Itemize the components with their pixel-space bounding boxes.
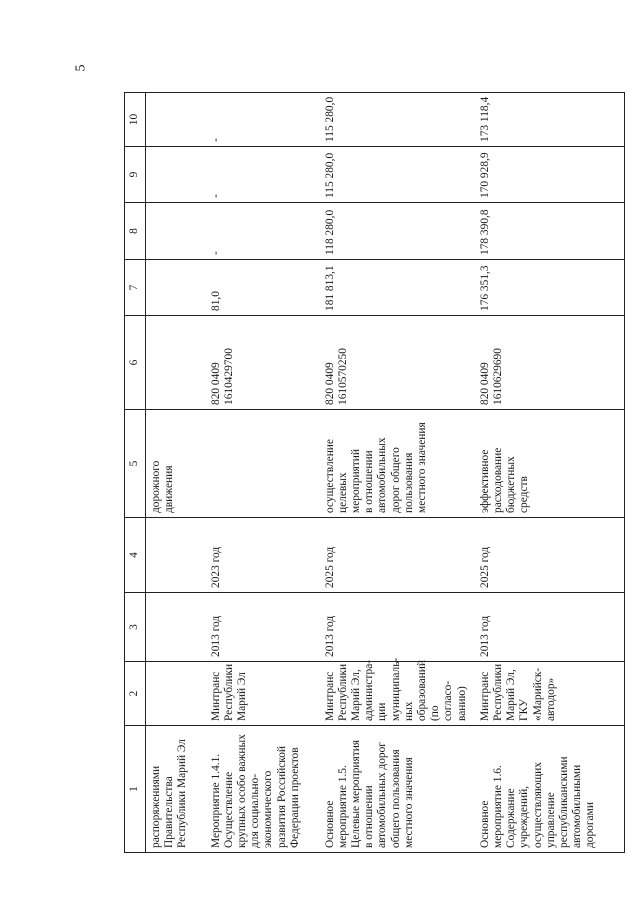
cell-text-line: муниципаль- xyxy=(389,657,402,721)
cell-text-line: в отношении xyxy=(363,450,376,513)
cell-text-line: распоряжениями xyxy=(150,765,162,848)
table-row xyxy=(146,93,206,853)
cell-text-line: 1610629690 xyxy=(491,348,504,405)
start-year-cell: 2013 год xyxy=(475,593,625,662)
cell-text-line: дорогами xyxy=(584,802,597,848)
cell-text-line: администра- xyxy=(363,659,376,721)
measure-name-cell xyxy=(475,726,625,853)
cell-text-line: Марий Эл, xyxy=(505,669,518,721)
cell-text-line: расходование xyxy=(491,447,504,513)
start-year-cell: 2013 год xyxy=(320,593,475,662)
cell-text-line: образований xyxy=(415,660,428,721)
column-number: 10 xyxy=(125,93,146,147)
column-number: 3 xyxy=(125,593,146,662)
cell-text-line: осуществляющих xyxy=(531,762,544,848)
cell-text-line: крупных особо важных xyxy=(235,734,248,848)
value-col8-cell: 118 280,0 xyxy=(320,203,475,260)
cell-text-line: мероприятий xyxy=(349,449,362,513)
executor-cell xyxy=(206,662,320,726)
cell-text-line: 820 0409 xyxy=(209,362,222,405)
value-col8-cell: 178 390,8 xyxy=(475,203,625,260)
expected-result-cell xyxy=(320,410,475,518)
start-year-cell: 2013 год xyxy=(206,593,320,662)
cell-text-line: Республики xyxy=(336,663,349,721)
column-number: 7 xyxy=(125,260,146,316)
cell-text-line: ции xyxy=(376,702,389,721)
cell-text-line: ГКУ xyxy=(518,698,531,721)
column-number: 1 xyxy=(125,726,146,853)
expected-result-cell xyxy=(206,410,320,518)
cell-text-line: Основное xyxy=(478,800,491,848)
table-row xyxy=(206,93,320,853)
cell-text-line: Правительства xyxy=(163,776,176,848)
cell-text-line: дорог общего xyxy=(389,447,402,513)
cell-text-line: автомобильных xyxy=(376,437,389,513)
cell-text-line: Содержание xyxy=(505,788,518,848)
cell-text-line: Минтранс xyxy=(323,671,336,721)
value-col7-cell: 81,0 xyxy=(206,260,320,316)
cell-text-line: Марий Эл xyxy=(235,672,248,721)
end-year-cell xyxy=(146,518,206,593)
budget-code-cell xyxy=(146,316,206,410)
cell-text-line: Республики Марий Эл xyxy=(176,739,189,848)
budget-code-cell xyxy=(206,316,320,410)
cell-text-line: для социально- xyxy=(249,773,262,848)
value-col8-cell: - xyxy=(206,203,320,260)
value-col10-cell: 173 118,4 xyxy=(475,93,625,147)
value-col9-cell: 115 280,0 xyxy=(320,147,475,203)
cell-text-line: эффективное xyxy=(478,449,491,513)
cell-text-line: Мероприятие 1.4.1. xyxy=(209,753,222,848)
cell-text-line: (по согласо- xyxy=(429,680,455,721)
value-col8-cell xyxy=(146,203,206,260)
value-col9-cell: - xyxy=(206,147,320,203)
column-number: 2 xyxy=(125,662,146,726)
cell-text-line: автомобильными xyxy=(571,764,584,848)
table-row xyxy=(320,93,475,853)
column-number: 9 xyxy=(125,147,146,203)
cell-text-line: республиканскими xyxy=(557,756,570,848)
executor-cell xyxy=(475,662,625,726)
table-row xyxy=(475,93,625,853)
cell-text-line: средств xyxy=(518,476,531,513)
cell-text-line: осуществление xyxy=(323,439,336,513)
value-col7-cell: 181 813,1 xyxy=(320,260,475,316)
cell-text-line: пользования xyxy=(402,452,415,513)
value-col10-cell: 115 280,0 xyxy=(320,93,475,147)
cell-text-line: целевых xyxy=(336,472,349,513)
expected-result-cell xyxy=(475,410,625,518)
cell-text-line: бюджетных xyxy=(505,456,518,513)
executor-cell xyxy=(146,662,206,726)
cell-text-line: Республики xyxy=(491,663,504,721)
cell-text-line: учреждений, xyxy=(518,785,531,848)
cell-text-line: дорожного xyxy=(150,460,162,513)
cell-text-line: развития Российской xyxy=(275,745,288,848)
cell-text-line: Минтранс xyxy=(209,671,222,721)
cell-text-line: общего пользования xyxy=(389,749,402,848)
cell-text-line: управление xyxy=(544,792,557,848)
value-col10-cell: - xyxy=(206,93,320,147)
cell-text-line: Минтранс xyxy=(478,671,491,721)
cell-text-line: «Марийск- xyxy=(531,667,544,721)
measure-name-cell xyxy=(320,726,475,853)
cell-text-line: Федерации проектов xyxy=(288,747,301,848)
cell-text-line: Марий Эл, xyxy=(349,669,362,721)
table-body xyxy=(146,93,625,853)
cell-text-line: в отношении xyxy=(363,785,376,848)
column-number-header xyxy=(125,93,146,853)
cell-text-line: местного значения xyxy=(415,422,428,513)
column-number: 5 xyxy=(125,410,146,518)
budget-table xyxy=(124,92,625,853)
executor-cell xyxy=(320,657,475,726)
cell-text-line: 1610429700 xyxy=(222,348,235,405)
measure-name-cell xyxy=(206,726,320,853)
cell-text-line: 820 0409 xyxy=(478,362,491,405)
cell-text-line: мероприятие 1.5. xyxy=(336,765,349,848)
value-col7-cell: 176 351,3 xyxy=(475,260,625,316)
cell-text-line: Республики xyxy=(222,663,235,721)
cell-text-line: 1610570250 xyxy=(336,348,349,405)
value-col10-cell xyxy=(146,93,206,147)
column-number: 6 xyxy=(125,316,146,410)
cell-text-line: мероприятие 1.6. xyxy=(491,765,504,848)
cell-text-line: движения xyxy=(163,465,176,513)
cell-text-line: Осуществление xyxy=(222,771,235,848)
cell-text-line: ных xyxy=(402,701,415,721)
budget-code-cell xyxy=(475,316,625,410)
value-col7-cell xyxy=(146,260,206,316)
cell-text-line: местного значения xyxy=(402,757,415,848)
column-number: 8 xyxy=(125,203,146,260)
end-year-cell: 2025 год xyxy=(320,518,475,593)
cell-text-line: Основное xyxy=(323,800,336,848)
cell-text-line: экономического xyxy=(262,770,275,848)
cell-text-line: ванию) xyxy=(455,686,468,721)
expected-result-cell xyxy=(146,410,206,518)
end-year-cell: 2023 год xyxy=(206,518,320,593)
cell-text-line: автодор» xyxy=(544,677,557,721)
page-number: 5 xyxy=(73,64,89,72)
column-number: 4 xyxy=(125,518,146,593)
end-year-cell: 2025 год xyxy=(475,518,625,593)
value-col9-cell: 170 928,9 xyxy=(475,147,625,203)
budget-code-cell xyxy=(320,316,475,410)
cell-text-line: 820 0409 xyxy=(323,362,336,405)
cell-text-line: автомобильных дорог xyxy=(376,742,389,848)
value-col9-cell xyxy=(146,147,206,203)
cell-text-line: Целевые мероприятия xyxy=(349,739,362,848)
start-year-cell xyxy=(146,593,206,662)
measure-name-cell xyxy=(146,726,206,853)
